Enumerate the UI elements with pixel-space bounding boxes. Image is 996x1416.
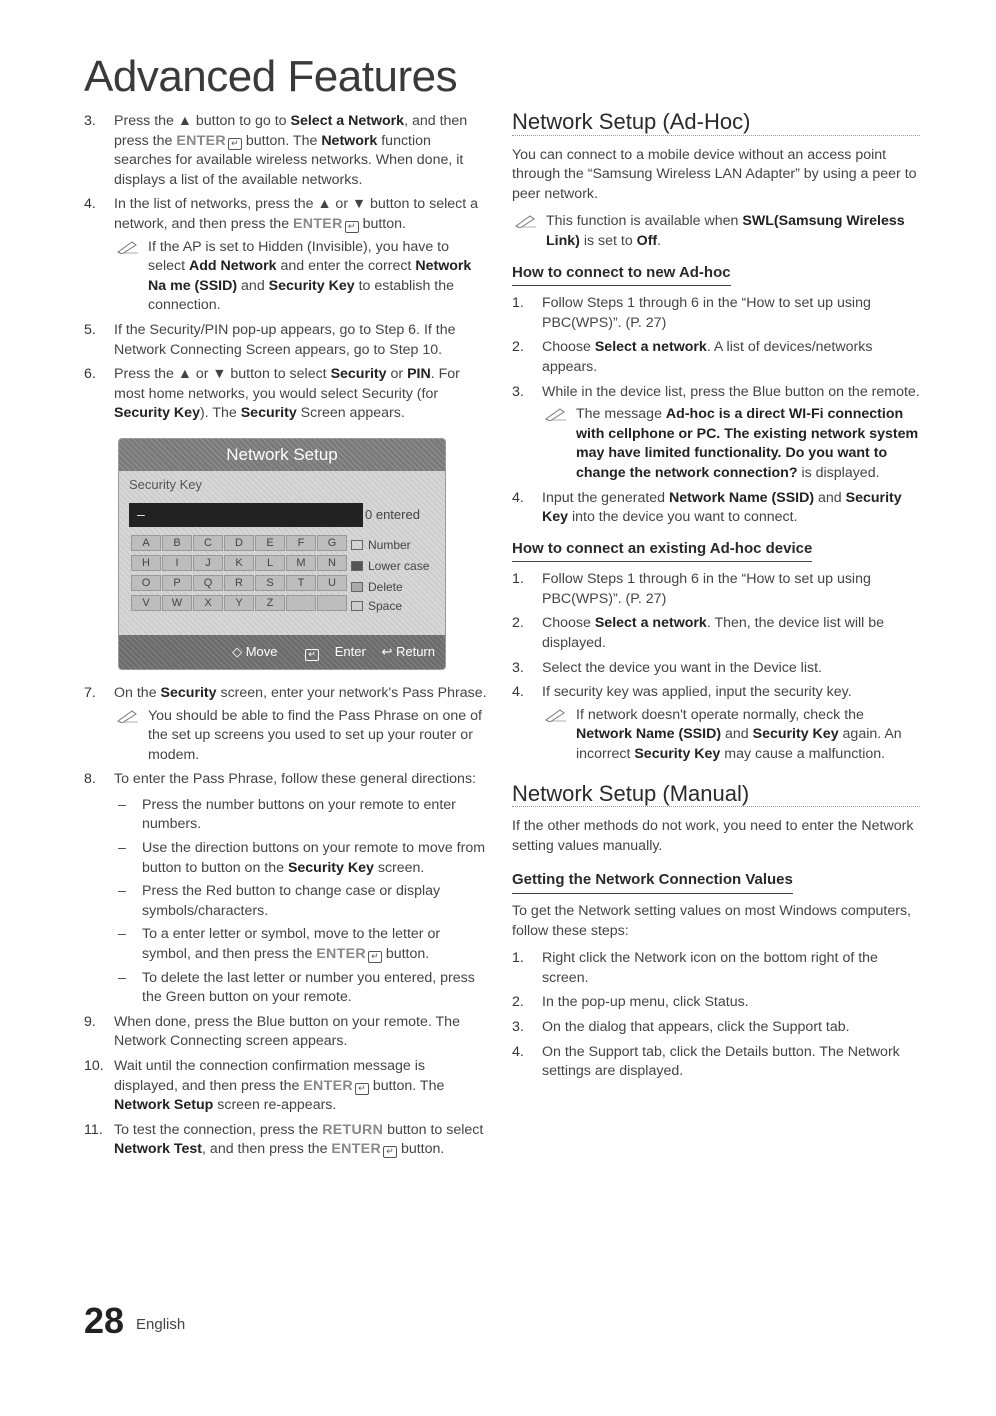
- enter-icon: ↵: [305, 649, 319, 661]
- key[interactable]: G: [317, 535, 347, 551]
- adhoc-step-1: 1. Follow Steps 1 through 6 in the “How to set up using PBC(WPS)”. (P. 27): [512, 295, 871, 331]
- left-column: [84, 112, 488, 1165]
- green-key-icon: [351, 582, 363, 592]
- step-3: 3. Press the ▲ button to go to Select a Network, and then press the ENTER ↵ button. The Network function searches for available wireless networks. When done, it displays a list of the available networks.: [84, 113, 468, 188]
- direction-item: – Press the number buttons on your remote to enter numbers.: [118, 796, 456, 833]
- right-column: [512, 109, 920, 1087]
- key[interactable]: A: [131, 535, 161, 551]
- legend-delete: Delete: [351, 578, 403, 598]
- key[interactable]: L: [255, 555, 285, 571]
- step-5: 5. If the Security/PIN pop-up appears, go to Step 6. If the Network Connecting Screen appears, go to Step 10.: [84, 321, 456, 358]
- manual-step-1: 1. Right click the Network icon on the bottom right of the screen.: [512, 950, 878, 986]
- step-4: 4. In the list of networks, press the ▲ or ▼ button to select a network, and then press the ENTER ↵ button. If the AP is set to Hidden (Invisible), you have to select Add Network and enter the correct Network Na me (SSID) and Security Key to establish the connection.: [84, 195, 488, 316]
- key[interactable]: [317, 595, 347, 611]
- key[interactable]: X: [193, 595, 223, 611]
- key[interactable]: R: [224, 575, 254, 591]
- key[interactable]: V: [131, 595, 161, 611]
- key[interactable]: H: [131, 555, 161, 571]
- section-title-adhoc: Network Setup (Ad-Hoc): [512, 112, 920, 136]
- step-11: 11. To test the connection, press the RETURN button to select Network Test, and then press the ENTER ↵ button.: [84, 1121, 484, 1158]
- key[interactable]: Y: [224, 595, 254, 611]
- note-pencil-icon: [116, 240, 140, 254]
- legend-number: Number: [351, 536, 411, 556]
- key[interactable]: F: [286, 535, 316, 551]
- osd-footer: [119, 635, 445, 669]
- adhoc-step-3: 3. While in the device list, press the Blue button on the remote. The message Ad-hoc is a direct WI-Fi connection with cellphone or PC. The existing network system may have limited functionality. Do you want to change the network connection? is displayed.: [512, 383, 920, 484]
- enter-icon: ↵: [355, 1083, 369, 1095]
- legend-space: Space: [351, 597, 402, 617]
- key[interactable]: Z: [255, 595, 285, 611]
- manual-step-2: 2. In the pop-up menu, click Status.: [512, 994, 749, 1011]
- enter-icon: ↵: [345, 221, 359, 233]
- enter-hint: ↵ Enter: [293, 644, 366, 659]
- step-9: 9. When done, press the Blue button on your remote. The Network Connecting screen appears.: [84, 1013, 460, 1050]
- key[interactable]: C: [193, 535, 223, 551]
- legend-lower-case: Lower case: [351, 557, 429, 577]
- security-key-input[interactable]: –: [129, 503, 363, 527]
- page-number: 28: [84, 1300, 125, 1341]
- key[interactable]: S: [255, 575, 285, 591]
- note: The message Ad-hoc is a direct WI-Fi connection with cellphone or PC. The existing network system may have limited functionality. Do you want to change the network connection? is displayed.: [542, 405, 920, 483]
- key[interactable]: I: [162, 555, 192, 571]
- security-key-screen: [118, 438, 446, 670]
- note-pencil-icon: [514, 214, 538, 228]
- note-pencil-icon: [544, 708, 568, 722]
- direction-item: – To a enter letter or symbol, move to the letter or symbol, and then press the ENTER ↵ button.: [118, 926, 441, 963]
- existing-step-2: 2. Choose Select a network. Then, the device list will be displayed.: [512, 615, 884, 652]
- note-pencil-icon: [116, 709, 140, 723]
- key[interactable]: D: [224, 535, 254, 551]
- osd-label: Security Key: [129, 476, 202, 492]
- step-8: 8. To enter the Pass Phrase, follow these general directions: – Press the number buttons on your remote to enter numbers. – Use the direction buttons on your remote to move from button to button on the Security Key screen. – Press the Red button to change case or display symbols/characters. – To a enter letter or symbol, move to the letter or symbol, and then press the ENTER ↵ button. – To delete the last letter or number you entered, press the Green button on your remote.: [84, 770, 488, 1008]
- red-key-icon: [351, 561, 363, 571]
- return-hint: ↩ Return: [381, 643, 435, 659]
- subheading-existing-adhoc: How to connect an existing Ad-hoc device: [512, 539, 812, 563]
- note: If network doesn't operate normally, check the Network Name (SSID) and Security Key again. An incorrect Security Key may cause a malfunction.: [542, 706, 920, 765]
- number-key-icon: [351, 540, 363, 550]
- page-language: English: [136, 1316, 186, 1333]
- manual-step-4: 4. On the Support tab, click the Details button. The Network settings are displayed.: [512, 1043, 900, 1080]
- key[interactable]: E: [255, 535, 285, 551]
- step-10: 10. Wait until the connection confirmation message is displayed, and then press the ENTER ↵ button. The Network Setup screen re-appears.: [84, 1058, 445, 1114]
- existing-step-4: 4. If security key was applied, input the security key. If network doesn't operate normally, check the Network Name (SSID) and Security Key again. An incorrect Security Key may cause a malfunction.: [512, 683, 920, 764]
- osd-title: Network Setup: [119, 439, 445, 471]
- note: You should be able to find the Pass Phrase on one of the set up screens you used to set up your router or modem.: [114, 707, 488, 766]
- subheading-new-adhoc: How to connect to new Ad-hoc: [512, 263, 731, 287]
- section-title-manual: Network Setup (Manual): [512, 784, 920, 808]
- page-title: Advanced Features: [84, 52, 458, 101]
- manual-intro: If the other methods do not work, you need to enter the Network setting values manually.: [512, 818, 914, 854]
- enter-icon: ↵: [228, 138, 242, 150]
- existing-step-1: 1. Follow Steps 1 through 6 in the “How to set up using PBC(WPS)”. (P. 27): [512, 571, 871, 607]
- key[interactable]: [286, 595, 316, 611]
- adhoc-step-4: 4. Input the generated Network Name (SSID) and Security Key into the device you want to connect.: [512, 489, 902, 526]
- key[interactable]: B: [162, 535, 192, 551]
- yellow-key-icon: [351, 601, 363, 611]
- adhoc-step-2: 2. Choose Select a network. A list of devices/networks appears.: [512, 339, 873, 375]
- enter-icon: ↵: [368, 951, 382, 963]
- key[interactable]: P: [162, 575, 192, 591]
- key[interactable]: K: [224, 555, 254, 571]
- move-hint: ◇ Move: [232, 643, 278, 659]
- key[interactable]: M: [286, 555, 316, 571]
- direction-item: – Use the direction buttons on your remote to move from button to button on the Security Key screen.: [118, 840, 486, 876]
- entered-count: 0 entered: [365, 506, 420, 522]
- key[interactable]: W: [162, 595, 192, 611]
- step-6: 6. Press the ▲ or ▼ button to select Security or PIN. For most home networks, you would select Security (for Security Key). The Security Screen appears.: [84, 366, 460, 422]
- key[interactable]: Q: [193, 575, 223, 591]
- note: This function is available when SWL(Samsung Wireless Link) is set to Off.: [512, 212, 920, 251]
- key[interactable]: N: [317, 555, 347, 571]
- step-7: 7. On the Security screen, enter your network's Pass Phrase. You should be able to find the Pass Phrase on one of the set up screens you used to set up your router or modem.: [84, 684, 488, 765]
- key[interactable]: T: [286, 575, 316, 591]
- manual-step-3: 3. On the dialog that appears, click the Support tab.: [512, 1018, 850, 1035]
- enter-icon: ↵: [383, 1146, 397, 1158]
- note: If the AP is set to Hidden (Invisible), you have to select Add Network and enter the correct Network Na me (SSID) and Security Key to establish the connection.: [114, 238, 488, 316]
- direction-item: – Press the Red button to change case or display symbols/characters.: [118, 883, 441, 919]
- subheading-connection-values: Getting the Network Connection Values: [512, 870, 793, 894]
- key[interactable]: O: [131, 575, 161, 591]
- existing-step-3: 3. Select the device you want in the Device list.: [512, 659, 822, 676]
- connection-values-intro: To get the Network setting values on most Windows computers, follow these steps:: [512, 903, 912, 939]
- key[interactable]: U: [317, 575, 347, 591]
- note-pencil-icon: [544, 407, 568, 421]
- key[interactable]: J: [193, 555, 223, 571]
- direction-item: – To delete the last letter or number you entered, press the Green button on your remote.: [118, 969, 475, 1006]
- adhoc-intro: You can connect to a mobile device without an access point through the “Samsung Wireless LAN Adapter” by using a peer to peer network.: [512, 146, 917, 202]
